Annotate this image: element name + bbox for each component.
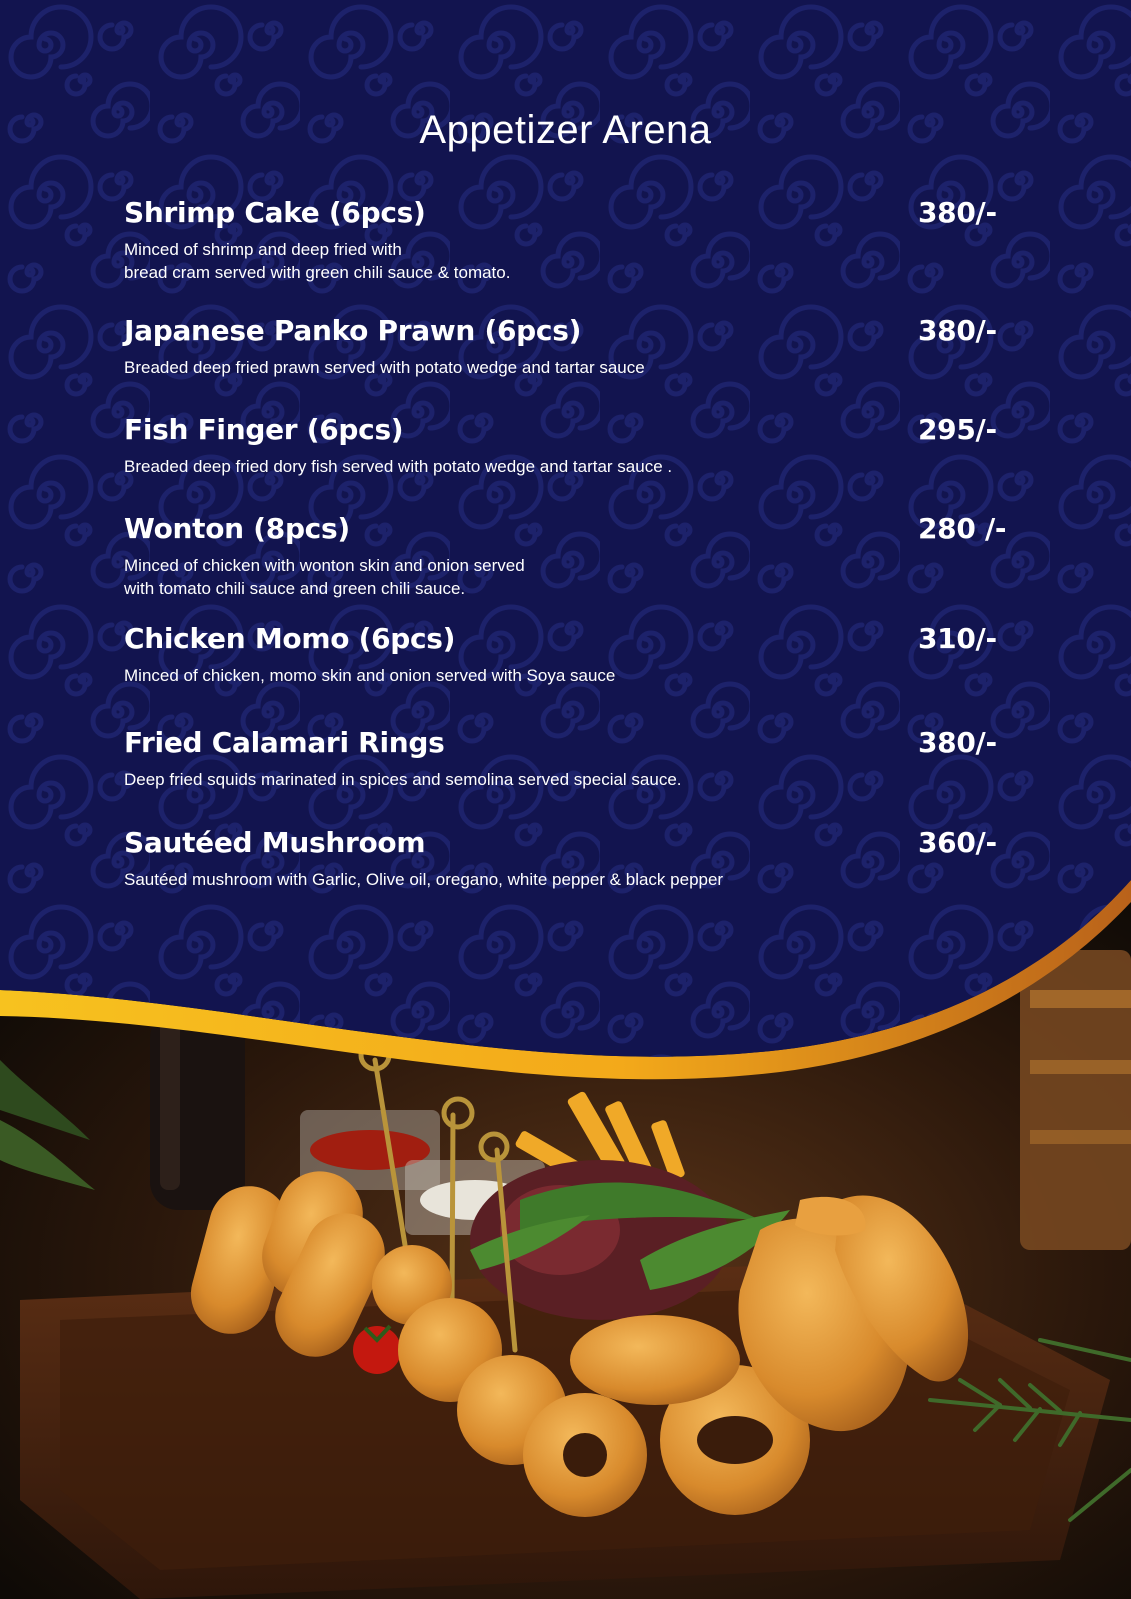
item-description: Deep fried squids marinated in spices and semolina served special sauce. — [124, 770, 682, 789]
menu-title: Appetizer Arena — [419, 108, 712, 152]
item-price: 380/- — [918, 726, 997, 759]
item-name: Wonton (8pcs) — [124, 512, 350, 545]
item-name: Sautéed Mushroom — [124, 826, 426, 859]
item-description: Breaded deep fried prawn served with potato wedge and tartar sauce — [124, 358, 645, 377]
item-name: Chicken Momo (6pcs) — [124, 622, 456, 655]
item-description: Sautéed mushroom with Garlic, Olive oil, oregano, white pepper & black pepper — [124, 870, 724, 889]
item-description: Minced of shrimp and deep fried with bread cram served with green chili sauce & tomato. — [124, 240, 511, 282]
item-description: Breaded deep fried dory fish served with potato wedge and tartar sauce . — [124, 457, 673, 476]
item-description: Minced of chicken with wonton skin and onion served with tomato chili sauce and green chili sauce. — [124, 556, 525, 598]
item-name: Fish Finger (6pcs) — [124, 413, 404, 446]
item-description: Minced of chicken, momo skin and onion served with Soya sauce — [124, 666, 616, 685]
item-price: 360/- — [918, 826, 997, 859]
item-name: Fried Calamari Rings — [124, 726, 445, 759]
item-price: 310/- — [918, 622, 997, 655]
item-price: 380/- — [918, 196, 997, 229]
item-price: 280 /- — [918, 512, 1007, 545]
item-price: 380/- — [918, 314, 997, 347]
item-name: Shrimp Cake (6pcs) — [124, 196, 426, 229]
item-price: 295/- — [918, 413, 997, 446]
item-name: Japanese Panko Prawn (6pcs) — [124, 314, 582, 347]
